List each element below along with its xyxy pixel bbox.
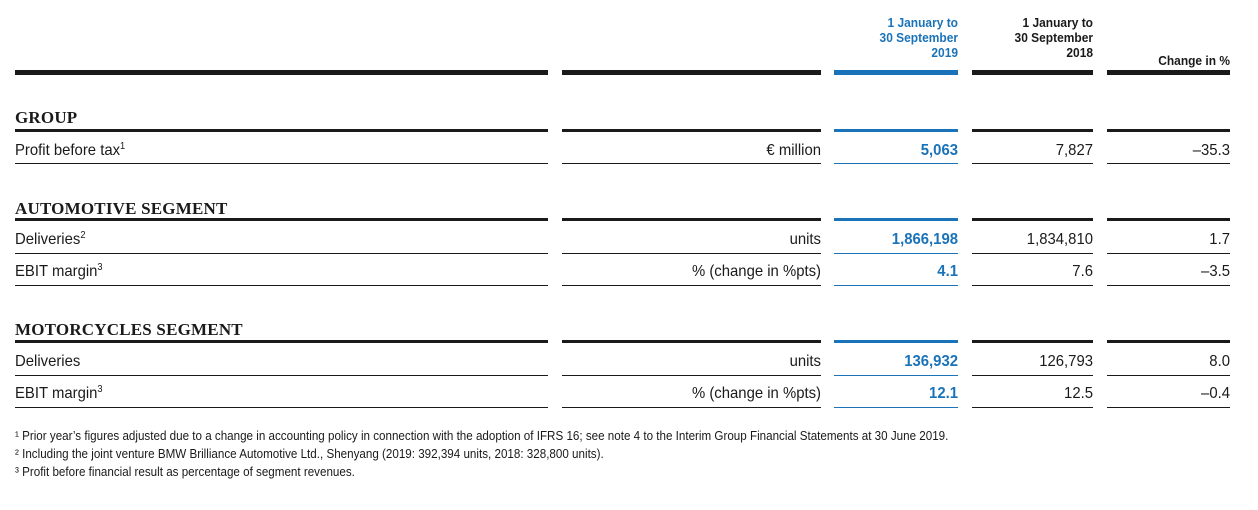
section-rule-current (834, 218, 958, 221)
row-value-change: 1.7 (1209, 231, 1230, 248)
row-value-current: 4.1 (937, 263, 958, 280)
row-rule-current (834, 163, 958, 164)
row-rule (15, 285, 548, 286)
row-rule (562, 285, 821, 286)
row-rule (562, 375, 821, 376)
header-prior-line-1: 1 January to (1022, 15, 1093, 30)
row-value-prior: 12.5 (1064, 385, 1093, 402)
section-title-group: GROUP (15, 108, 78, 127)
row-rule (1107, 253, 1230, 254)
header-change-label: Change in % (1158, 53, 1230, 68)
row-rule (562, 163, 821, 164)
row-value-current: 12.1 (929, 385, 958, 402)
header-current-line-3: 2019 (931, 45, 958, 60)
row-rule-current (834, 253, 958, 254)
row-rule (972, 407, 1093, 408)
section-rule (15, 218, 548, 221)
section-rule (15, 340, 548, 343)
footnote-2: ² Including the joint venture BMW Brilliance Automotive Ltd., Shenyang (2019: 392,394 units, 2018: 328,800 units). (15, 447, 604, 461)
row-label: EBIT margin$^3$ (15, 384, 103, 402)
row-rule (1107, 375, 1230, 376)
row-rule (972, 163, 1093, 164)
row-unit: € million (766, 142, 821, 159)
row-value-change: –3.5 (1201, 263, 1230, 280)
row-rule (562, 407, 821, 408)
header-change (1107, 53, 1230, 68)
section-rule (1107, 129, 1230, 132)
header-current-line-1: 1 January to (887, 15, 958, 30)
section-rule (972, 218, 1093, 221)
row-rule-current (834, 285, 958, 286)
row-rule (1107, 407, 1230, 408)
header-prior-period (972, 15, 1093, 60)
row-label: Deliveries$^2$ (15, 230, 86, 248)
header-rule-current (834, 70, 958, 75)
row-unit: units (789, 353, 821, 370)
row-unit: units (789, 231, 821, 248)
row-value-change: –35.3 (1192, 142, 1230, 159)
header-current-period (834, 15, 958, 60)
footnote-1: ¹ Prior year’s figures adjusted due to a change in accounting policy in connection with the adoption of IFRS 16; see note 4 to the Interim Group Financial Statements at 30 June 2019. (15, 429, 949, 443)
section-rule (972, 129, 1093, 132)
row-value-prior: 7,827 (1055, 142, 1093, 159)
row-value-prior: 126,793 (1039, 353, 1093, 370)
header-rule (562, 70, 821, 75)
row-label: EBIT margin$^3$ (15, 262, 103, 280)
row-unit: % (change in %pts) (691, 263, 821, 280)
header-prior-line-2: 30 September (1014, 30, 1093, 45)
section-title-automotive: AUTOMOTIVE SEGMENT (15, 199, 228, 218)
header-rule (15, 70, 548, 75)
row-value-change: 8.0 (1209, 353, 1230, 370)
footnote-3: ³ Profit before financial result as percentage of segment revenues. (15, 465, 355, 479)
header-prior-line-3: 2018 (1066, 45, 1093, 60)
row-rule (1107, 163, 1230, 164)
row-rule (972, 375, 1093, 376)
row-value-current: 1,866,198 (891, 231, 958, 248)
row-rule-current (834, 407, 958, 408)
section-rule (1107, 218, 1230, 221)
row-value-change: –0.4 (1201, 385, 1230, 402)
row-rule (562, 253, 821, 254)
section-rule (972, 340, 1093, 343)
section-rule-current (834, 340, 958, 343)
row-rule (15, 375, 548, 376)
row-rule (15, 163, 548, 164)
header-current-line-2: 30 September (879, 30, 958, 45)
row-value-prior: 7.6 (1072, 263, 1093, 280)
row-value-prior: 1,834,810 (1026, 231, 1093, 248)
row-rule (15, 253, 548, 254)
row-rule (15, 407, 548, 408)
row-rule (972, 253, 1093, 254)
section-rule-current (834, 129, 958, 132)
row-label: Deliveries (15, 353, 81, 370)
section-title-motorcycles: MOTORCYCLES SEGMENT (15, 320, 243, 339)
header-rule (972, 70, 1093, 75)
section-rule (562, 129, 821, 132)
row-value-current: 5,063 (920, 142, 958, 159)
section-rule (562, 340, 821, 343)
section-rule (562, 218, 821, 221)
row-rule (1107, 285, 1230, 286)
section-rule (15, 129, 548, 132)
row-rule (972, 285, 1093, 286)
row-label: Profit before tax$^1$ (15, 141, 126, 159)
header-rule (1107, 70, 1230, 75)
row-rule-current (834, 375, 958, 376)
row-unit: % (change in %pts) (691, 385, 821, 402)
row-value-current: 136,932 (904, 353, 958, 370)
section-rule (1107, 340, 1230, 343)
